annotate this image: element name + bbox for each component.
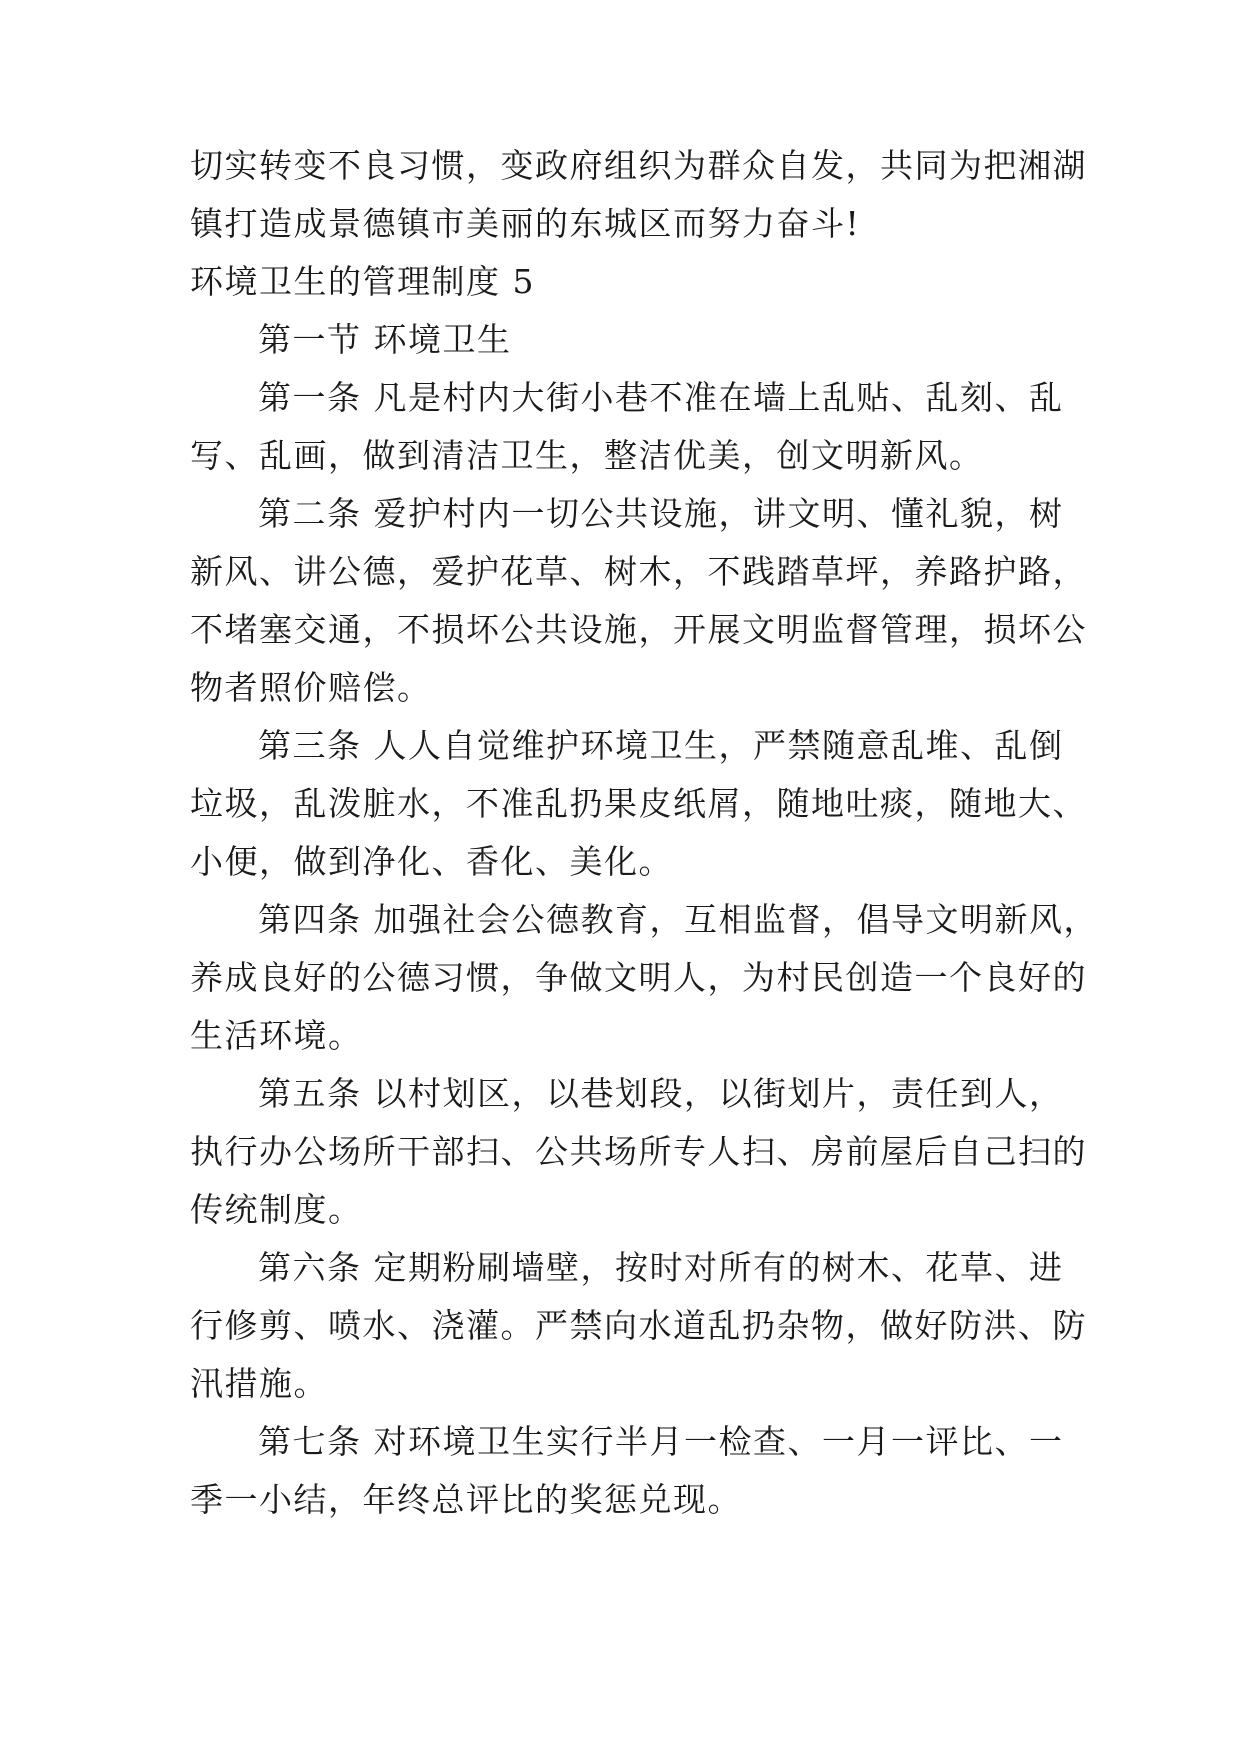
text-line: 传统制度。 [190, 1190, 363, 1229]
text-line: 生活环境。 [190, 1016, 363, 1055]
text-line: 写、乱画，做到清洁卫生，整洁优美，创文明新风。 [190, 436, 984, 475]
article-line: 第一条 凡是村内大街小巷不准在墙上乱贴、乱刻、乱 [258, 378, 1064, 417]
article-line: 第五条 以村划区，以巷划段，以街划片，责任到人， [258, 1074, 1064, 1113]
article-line: 第七条 对环境卫生实行半月一检查、一月一评比、一 [258, 1422, 1064, 1461]
article-line: 第六条 定期粉刷墙壁，按时对所有的树木、花草、进 [258, 1248, 1064, 1287]
text-line: 切实转变不良习惯，变政府组织为群众自发，共同为把湘湖 [190, 146, 1087, 185]
text-line: 小便，做到净化、香化、美化。 [190, 842, 673, 881]
text-line: 镇打造成景德镇市美丽的东城区而努力奋斗! [190, 204, 861, 243]
article-line: 第二条 爱护村内一切公共设施，讲文明、懂礼貌，树 [258, 494, 1064, 533]
article-line: 第四条 加强社会公德教育，互相监督，倡导文明新风， [258, 900, 1098, 939]
text-line: 养成良好的公德习惯，争做文明人，为村民创造一个良好的 [190, 958, 1087, 997]
text-line: 不堵塞交通，不损坏公共设施，开展文明监督管理，损坏公 [190, 610, 1087, 649]
article-line: 第三条 人人自觉维护环境卫生，严禁随意乱堆、乱倒 [258, 726, 1064, 765]
section-heading: 环境卫生的管理制度 5 [190, 262, 535, 301]
text-line: 执行办公场所干部扫、公共场所专人扫、房前屋后自己扫的 [190, 1132, 1087, 1171]
subsection-heading: 第一节 环境卫生 [258, 320, 512, 359]
text-line: 垃圾，乱泼脏水，不准乱扔果皮纸屑，随地吐痰，随地大、 [190, 784, 1087, 823]
text-line: 行修剪、喷水、浇灌。严禁向水道乱扔杂物，做好防洪、防 [190, 1306, 1087, 1345]
text-line: 新风、讲公德，爱护花草、树木，不践踏草坪，养路护路， [190, 552, 1087, 591]
text-line: 汛措施。 [190, 1364, 328, 1403]
text-line: 物者照价赔偿。 [190, 668, 432, 707]
text-line: 季一小结，年终总评比的奖惩兑现。 [190, 1480, 742, 1519]
